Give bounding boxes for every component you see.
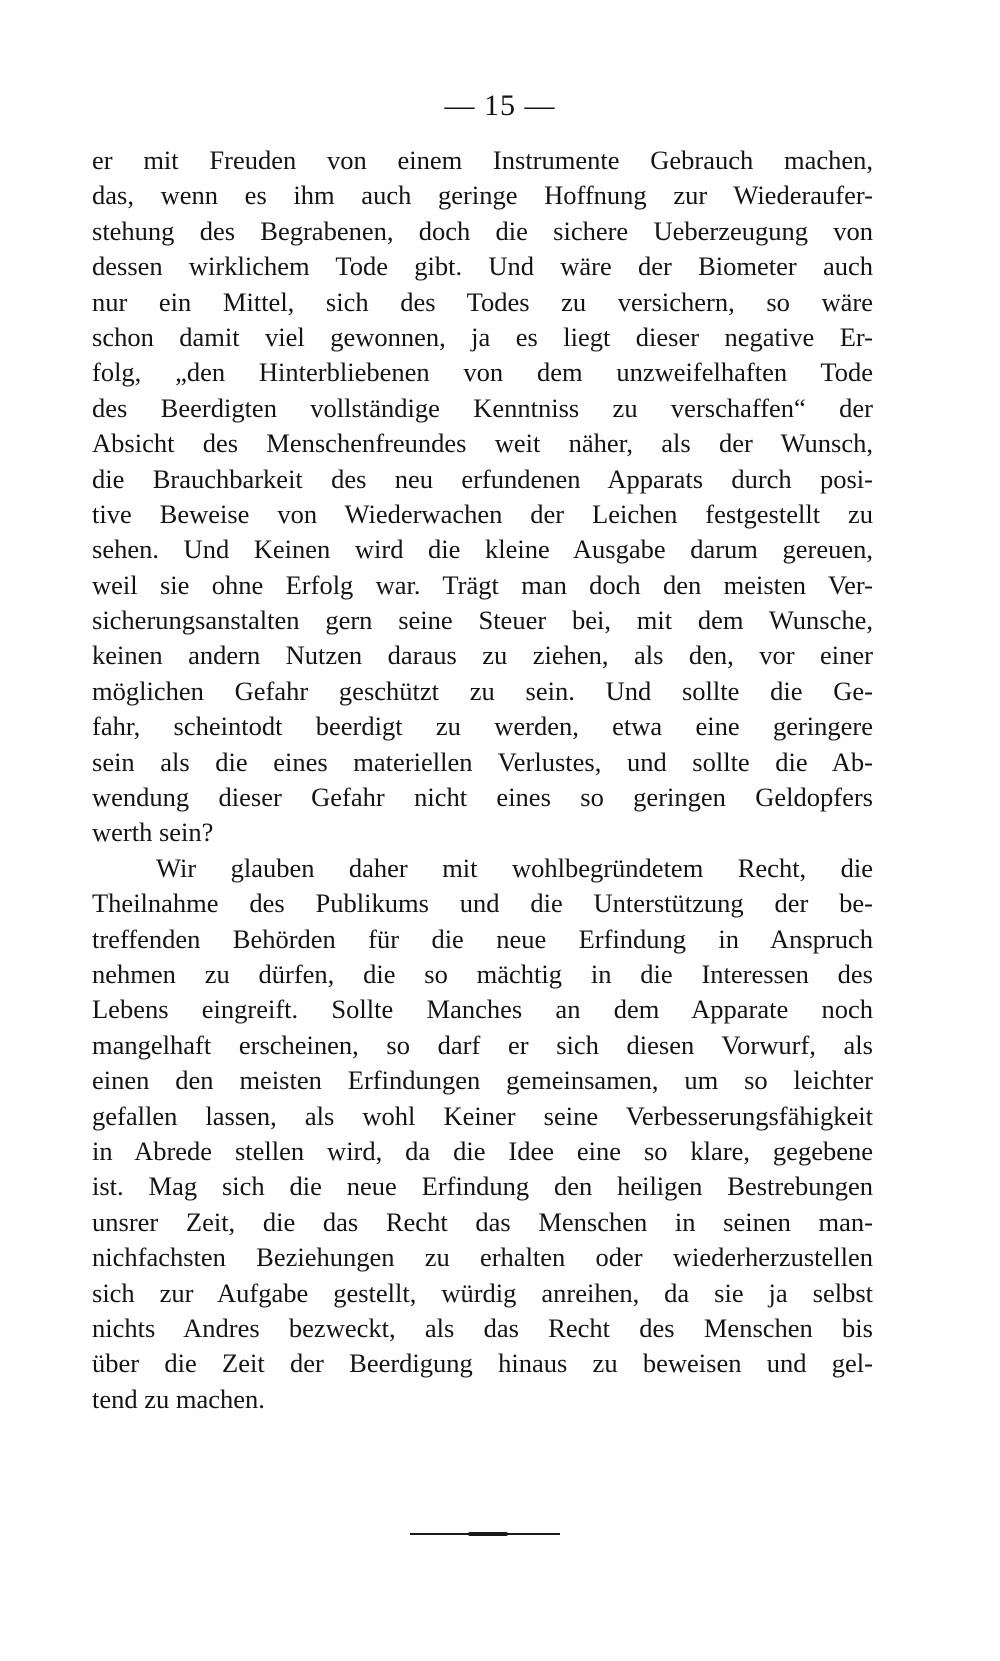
text-line: tend zu machen. bbox=[92, 1383, 265, 1414]
text-line: möglichen Gefahr geschützt zu sein. Und sollte die Ge- bbox=[92, 675, 873, 706]
text-line: treffenden Behörden für die neue Erfindung in Anspruch bbox=[92, 923, 873, 954]
text-line: über die Zeit der Beerdigung hinaus zu beweisen und gel- bbox=[92, 1348, 873, 1379]
text-line: sehen. Und Keinen wird die kleine Ausgabe darum gereuen, bbox=[92, 534, 873, 565]
text-line: stehung des Begrabenen, doch die sichere Ueberzeugung von bbox=[92, 215, 873, 246]
text-line: des Beerdigten vollständige Kenntniss zu verschaffen“ der bbox=[92, 392, 873, 423]
text-line: mangelhaft erscheinen, so darf er sich diesen Vorwurf, als bbox=[92, 1029, 873, 1060]
page-number: — 15 — bbox=[444, 89, 556, 122]
text-line: fahr, scheintodt beerdigt zu werden, etwa eine geringere bbox=[92, 711, 873, 742]
text-line: weil sie ohne Erfolg war. Trägt man doch den meisten Ver- bbox=[92, 569, 873, 600]
text-line: Theilnahme des Publikums und die Unterstützung der be- bbox=[92, 888, 873, 919]
text-line: einen den meisten Erfindungen gemeinsamen, um so leichter bbox=[92, 1065, 873, 1096]
text-line: dessen wirklichem Tode gibt. Und wäre der Biometer auch bbox=[92, 251, 873, 282]
text-line: sicherungsanstalten gern seine Steuer bei, mit dem Wunsche, bbox=[92, 605, 873, 636]
text-line: nur ein Mittel, sich des Todes zu versichern, so wäre bbox=[92, 286, 873, 317]
text-line: wendung dieser Gefahr nicht eines so geringen Geldopfers bbox=[92, 782, 873, 813]
text-line: nichts Andres bezweckt, als das Recht des Menschen bis bbox=[92, 1312, 873, 1343]
text-line: unsrer Zeit, die das Recht das Menschen in seinen man- bbox=[92, 1206, 873, 1237]
text-line: nichfachsten Beziehungen zu erhalten oder wiederherzustellen bbox=[92, 1242, 873, 1273]
text-line: schon damit viel gewonnen, ja es liegt dieser negative Er- bbox=[92, 321, 873, 352]
text-line: folg, „den Hinterbliebenen von dem unzweifelhaften Tode bbox=[92, 357, 873, 388]
text-line: in Abrede stellen wird, da die Idee eine so klare, gegebene bbox=[92, 1135, 873, 1166]
text-line: Lebens eingreift. Sollte Manches an dem Apparate noch bbox=[92, 994, 873, 1025]
text-line: Absicht des Menschenfreundes weit näher, als der Wunsch, bbox=[92, 428, 873, 459]
text-line: keinen andern Nutzen daraus zu ziehen, als den, vor einer bbox=[92, 640, 873, 671]
text-line: tive Beweise von Wiederwachen der Leichen festgestellt zu bbox=[92, 498, 873, 529]
text-line: das, wenn es ihm auch geringe Hoffnung zur Wiederaufer- bbox=[92, 180, 873, 211]
body-text bbox=[92, 143, 873, 1417]
text-line: Wir glauben daher mit wohlbegründetem Recht, die bbox=[156, 852, 873, 883]
text-line: sich zur Aufgabe gestellt, würdig anreihen, da sie ja selbst bbox=[92, 1277, 873, 1308]
text-line: ist. Mag sich die neue Erfindung den heiligen Bestrebungen bbox=[92, 1171, 873, 1202]
text-line: sein als die eines materiellen Verlustes, und sollte die Ab- bbox=[92, 746, 873, 777]
text-line: er mit Freuden von einem Instrumente Gebrauch machen, bbox=[92, 145, 873, 175]
text-line: gefallen lassen, als wohl Keiner seine Verbesserungsfähigkeit bbox=[92, 1100, 873, 1131]
text-line: die Brauchbarkeit des neu erfundenen Apparats durch posi- bbox=[92, 463, 873, 494]
section-divider-rule bbox=[410, 1533, 560, 1535]
text-line: werth sein? bbox=[92, 817, 214, 848]
text-line: nehmen zu dürfen, die so mächtig in die Interessen des bbox=[92, 958, 873, 989]
